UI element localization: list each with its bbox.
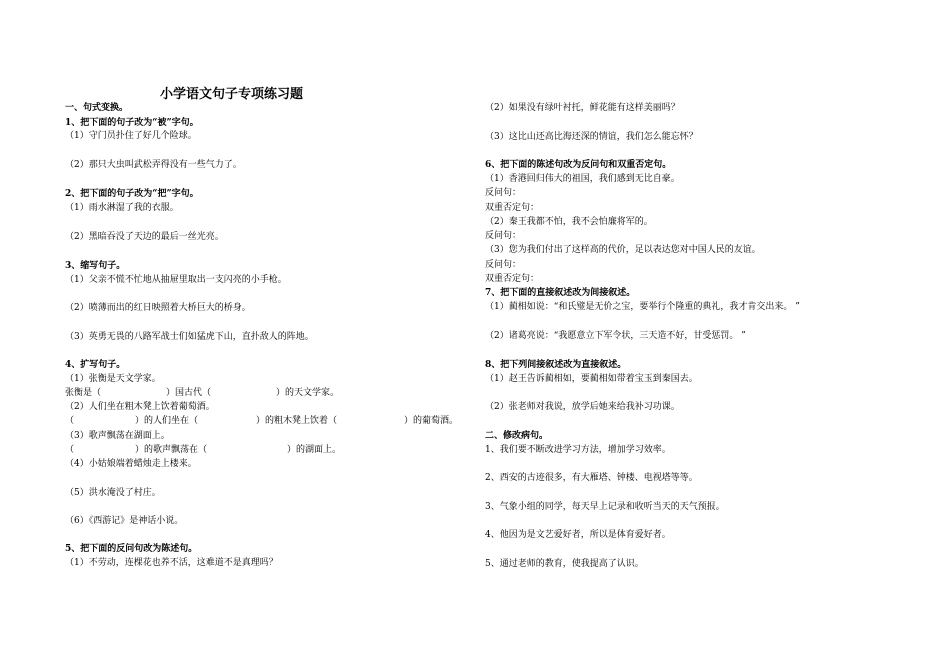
question-6-item-3: （3）您为我们付出了这样高的代价，足以表达您对中国人民的友谊。 (485, 245, 761, 255)
question-5-item-2: （2）如果没有绿叶衬托，鲜花能有这样美丽吗？ (485, 103, 680, 113)
question-8-item-2: （2）张老师对我说，放学后她来给我补习功课。 (485, 402, 680, 412)
question-4-fill-2b: ）的人们坐在（ (135, 416, 199, 426)
question-4-item-2: （2）人们坐在粗木凳上饮着葡萄酒。 (65, 402, 215, 412)
correction-item-2: 2、西安的古迹很多，有大雁塔、钟楼、电视塔等等。 (485, 473, 698, 483)
question-2-item-1: （1）雨水淋湿了我的衣服。 (65, 203, 179, 213)
question-1-item-2: （2）那只大虫叫武松弄得没有一些气力了。 (65, 160, 242, 170)
question-6-item-2: （2）秦王我都不怕，我不会怕廉将军的。 (485, 217, 653, 227)
question-2-heading: 2、把下面的句子改为“把”字句。 (65, 189, 199, 199)
question-8-item-1: （1）赵王告诉蔺相如，要蔺相如带着宝玉到秦国去。 (485, 374, 698, 384)
page-title: 小学语文句子专项练习题 (160, 87, 304, 102)
question-4-item-6: （6）《西游记》是神话小说。 (65, 516, 184, 526)
question-4-fill-3a: （ (65, 445, 75, 455)
question-3-heading: 3、缩写句子。 (65, 261, 126, 271)
double-negative-label: 双重否定句： (485, 274, 540, 284)
question-7-item-2: （2）诸葛亮说：“我愿意立下军令状，三天造不好，甘受惩罚。 ” (485, 331, 746, 341)
question-4-fill-2d: ）的葡萄酒。 (404, 416, 459, 426)
question-4-item-3: （3）歌声飘荡在湖面上。 (65, 431, 170, 441)
question-4-item-4: （4）小姑娘端着蜡烛走上楼来。 (65, 459, 197, 469)
question-3-item-3: （3）英勇无畏的八路军战士们如猛虎下山，直扑敌人的阵地。 (65, 332, 314, 342)
question-3-item-1: （1）父亲不慌不忙地从抽屉里取出一支闪亮的小手枪。 (65, 275, 287, 285)
question-4-fill-1a: 张衡是（ (65, 388, 102, 398)
question-6-item-1: （1）香港回归伟大的祖国，我们感到无比自豪。 (485, 174, 680, 184)
question-5-item-3: （3）这比山还高比海还深的情谊，我们怎么能忘怀？ (485, 132, 698, 142)
correction-item-4: 4、他因为是文艺爱好者，所以是体育爱好者。 (485, 530, 671, 540)
question-6-heading: 6、把下面的陈述句改为反问句和双重否定句。 (485, 160, 672, 170)
question-8-heading: 8、把下列间接叙述改为直接叙述。 (485, 360, 627, 370)
question-4-fill-1b: ）国古代（ (166, 388, 212, 398)
rhetorical-question-label: 反问句： (485, 231, 522, 241)
question-4-fill-2a: （ (65, 416, 75, 426)
correction-item-5: 5、通过老师的教育，使我提高了认识。 (485, 559, 644, 569)
question-4-fill-3b: ）的歌声飘荡在（ (135, 445, 208, 455)
question-4-item-1: （1）张衡是天文学家。 (65, 374, 161, 384)
question-5-heading: 5、把下面的反问句改为陈述句。 (65, 544, 198, 554)
question-4-fill-1c: ）的天文学家。 (276, 388, 340, 398)
question-2-item-2: （2）黑暗吞没了天边的最后一丝光亮。 (65, 232, 224, 242)
question-5-item-1: （1）不劳动，连棵花也养不活，这难道不是真理吗？ (65, 558, 278, 568)
question-7-item-1: （1）蔺相如说：“和氏璧是无价之宝，要举行个隆重的典礼，我才肯交出来。 ” (485, 302, 800, 312)
question-4-heading: 4、扩写句子。 (65, 360, 126, 370)
question-4-item-5: （5）洪水淹没了村庄。 (65, 488, 161, 498)
rhetorical-question-label: 反问句： (485, 188, 522, 198)
section-heading-sentence-correction: 二、修改病句。 (485, 431, 549, 441)
correction-item-3: 3、气象小组的同学，每天早上记录和收听当天的天气预报。 (485, 502, 725, 512)
question-3-item-2: （2）喷薄而出的红日映照着大桥巨大的桥身。 (65, 303, 251, 313)
rhetorical-question-label: 反问句： (485, 260, 522, 270)
double-negative-label: 双重否定句： (485, 203, 540, 213)
question-7-heading: 7、把下面的直接叙述改为间接叙述。 (485, 288, 636, 298)
question-1-heading: 1、把下面的句子改为“被”字句。 (65, 118, 199, 128)
section-heading-sentence-transform: 一、句式变换。 (65, 103, 129, 113)
correction-item-1: 1、我们要不断改进学习方法，增加学习效率。 (485, 445, 671, 455)
question-1-item-1: （1）守门员扑住了好几个险球。 (65, 131, 197, 141)
question-4-fill-3c: ）的湖面上。 (287, 445, 342, 455)
question-4-fill-2c: ）的粗木凳上饮着（ (256, 416, 338, 426)
